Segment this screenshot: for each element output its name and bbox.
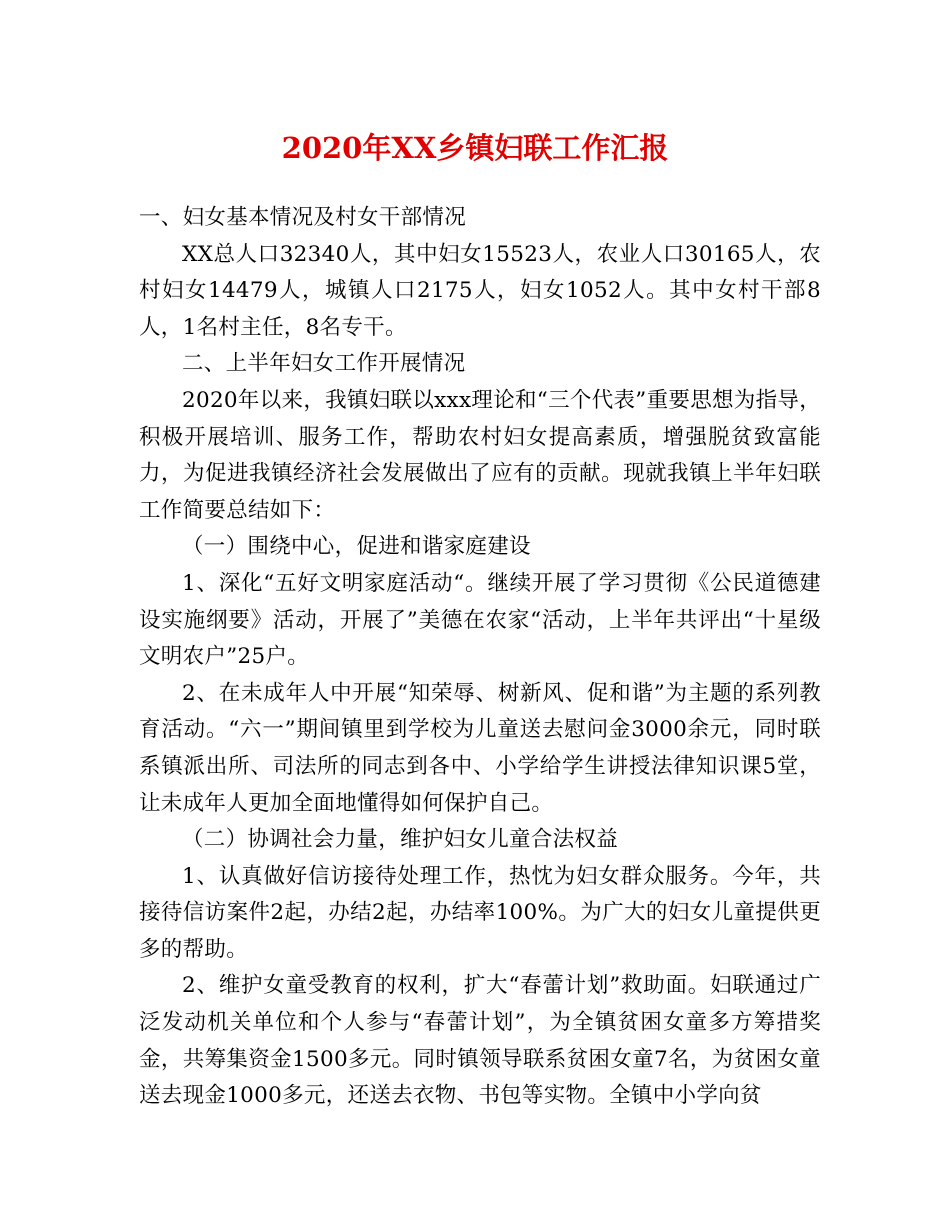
subsection-heading: （一）围绕中心，促进和谐家庭建设 [182, 534, 531, 560]
subsection-heading: （二）协调社会力量，维护妇女儿童合法权益 [182, 827, 619, 853]
document-title: 2020年XX乡镇妇联工作汇报 [281, 131, 669, 165]
paragraph: 1、深化“五好文明家庭活动“。继续开展了学习贯彻《公民道德建设实施纲要》活动，开展了”美德在农家“活动，上半年共评出“十星级文明农户”25户。 [139, 570, 821, 670]
paragraph: 1、认真做好信访接待处理工作，热忱为妇女群众服务。今年，共接待信访案件2起，办结2起，办结率100%。为广大的妇女儿童提供更多的帮助。 [139, 863, 821, 962]
paragraph: 2020年以来，我镇妇联以xxx理论和“三个代表”重要思想为指导，积极开展培训、服务工作，帮助农村妇女提高素质，增强脱贫致富能力，为促进我镇经济社会发展做出了应有的贡献。现就我镇上半年妇联工作简要总结如下： [139, 387, 821, 523]
paragraph: XX总人口32340人，其中妇女15523人，农业人口30165人，农村妇女14479人，城镇人口2175人，妇女1052人。其中女村干部8人，1名村主任，8名专干。 [139, 241, 821, 340]
section-heading: 一、妇女基本情况及村女干部情况 [139, 205, 467, 230]
document-body [139, 200, 821, 1115]
paragraph: 2、在未成年人中开展“知荣辱、树新风、促和谐”为主题的系列教育活动。“六一”期间镇里到学校为儿童送去慰问金3000余元，同时联系镇派出所、司法所的同志到各中、小学给学生讲授法律知识课5堂，让未成年人更加全面地懂得如何保护自己。 [139, 680, 821, 816]
paragraph: 2、维护女童受教育的权利，扩大“春蕾计划”救助面。妇联通过广泛发动机关单位和个人参与“春蕾计划”，为全镇贫困女童多方筹措奖金，共筹集资金1500多元。同时镇领导联系贫困女童7名，为贫困女童送去现金1000多元，还送去衣物、书包等实物。全镇中小学向贫 [139, 973, 821, 1109]
section-heading: 二、上半年妇女工作开展情况 [182, 351, 466, 377]
